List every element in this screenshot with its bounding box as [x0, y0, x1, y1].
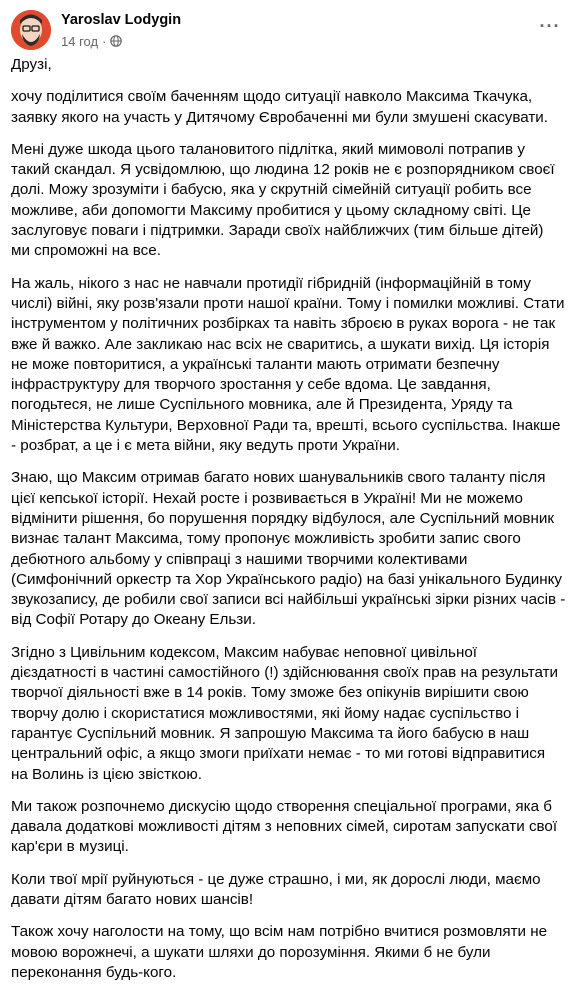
post-paragraph: На жаль, нікого з нас не навчали протидії гібридній (інформаційній в тому числі) війні, яку розв'язали проти нашої країни. Тому і помилки можливі. Стати інструментом у політичних розбірках та навіть зброєю в руках ворога - не так вже й важко. Але закликаю нас всіх не сваритись, а шукати вихід. Ця історія не може повторитися, а українські таланти мають отримати безпечну інфраструктуру для творчого зростання у себе вдома. Це завдання, погодьтеся, не лише Суспільного мовника, але й Президента, Уряду та Міністерства Культури, Верховної Ради та, врешті, всього суспільства. Інакше - розбрат, а це і є мета війни, яку ведуть проти України. — [11, 274, 565, 455]
more-options-button[interactable] — [534, 12, 566, 40]
ellipsis-icon: ··· — [539, 15, 561, 36]
post-paragraph: Ми також розпочнемо дискусію щодо створення спеціальної програми, яка б давала додаткові можливості дітям з неповних сімей, сиротам запускати свої кар'єри в музиці. — [11, 797, 558, 856]
post-timestamp[interactable]: 14 год — [61, 33, 99, 49]
post-header — [0, 0, 577, 56]
post-content — [11, 55, 566, 995]
meta-separator: · — [102, 33, 107, 49]
post-paragraph: Мені дуже шкода цього талановитого підлітка, який мимоволі потрапив у такий скандал. Я усвідомлюю, що людина 12 років не є розпорядником своєї долі. Можу зрозуміти і бабусю, яка у скрутній сімейній ситуації робить все можливе, аби допомогти Максиму пробитися у цьому складному світі. Це заслуговує поваги і підтримки. Заради своїх найближчих (тим більше дітей) ми спроможні на все. — [11, 140, 555, 260]
post-paragraph: Також хочу наголости на тому, що всім нам потрібно вчитися розмовляти не мовою ворожнечі, а шукати шляхи до порозуміння. Якими б не були переконання будь-кого. — [11, 923, 548, 981]
globe-icon[interactable] — [110, 35, 122, 47]
post-paragraph: Згідно з Цивільним кодексом, Максим набуває неповної цивільної дієздатності в частині самостійного (!) здійснювання своїх прав на результати творчої діяльності вже в 14 років. Тому зможе без опікунів вирішити свою творчу долю і скористатися можливостями, які йому надає суспільство і гарантує Суспільний мовник. Я запрошую Максима та його бабусю в наш центральний офіс, а якщо змоги приїхати немає - то ми готові відправитися на Волинь із цією звісткою. — [11, 643, 559, 783]
avatar-illustration — [11, 10, 51, 50]
post-paragraph: хочу поділитися своїм баченням щодо ситуації навколо Максима Ткачука, заявку якого на участь у Дитячому Євробаченні ми були змушені скасувати. — [11, 88, 548, 126]
post-meta — [61, 33, 122, 49]
post-paragraph: Знаю, що Максим отримав багато нових шанувальників свого таланту після цієї кепської історії. Нехай росте і розвивається в Україні! Ми не можемо відмінити рішення, бо порушення порядку відбулося, але Суспільний мовник визнає талант Максима, тому пропонує можливість зробити запис свого дебютного альбому у співпраці з нашими творчими колективами (Симфонічний оркестр та Хор Українського радіо) на базі унікального Будинку звукозапису, де робили свої записи всі найбільші українські зірки різних часів - від Софії Ротару до Океану Ельзи. — [11, 469, 566, 629]
author-name[interactable]: Yaroslav Lodygin — [61, 12, 182, 28]
post-paragraph: Друзі, — [11, 56, 52, 73]
author-avatar[interactable] — [11, 10, 51, 50]
post-paragraph: Коли твої мрії руйнуються - це дуже страшно, і ми, як дорослі люди, маємо давати дітям багато нових шансів! — [11, 870, 541, 908]
